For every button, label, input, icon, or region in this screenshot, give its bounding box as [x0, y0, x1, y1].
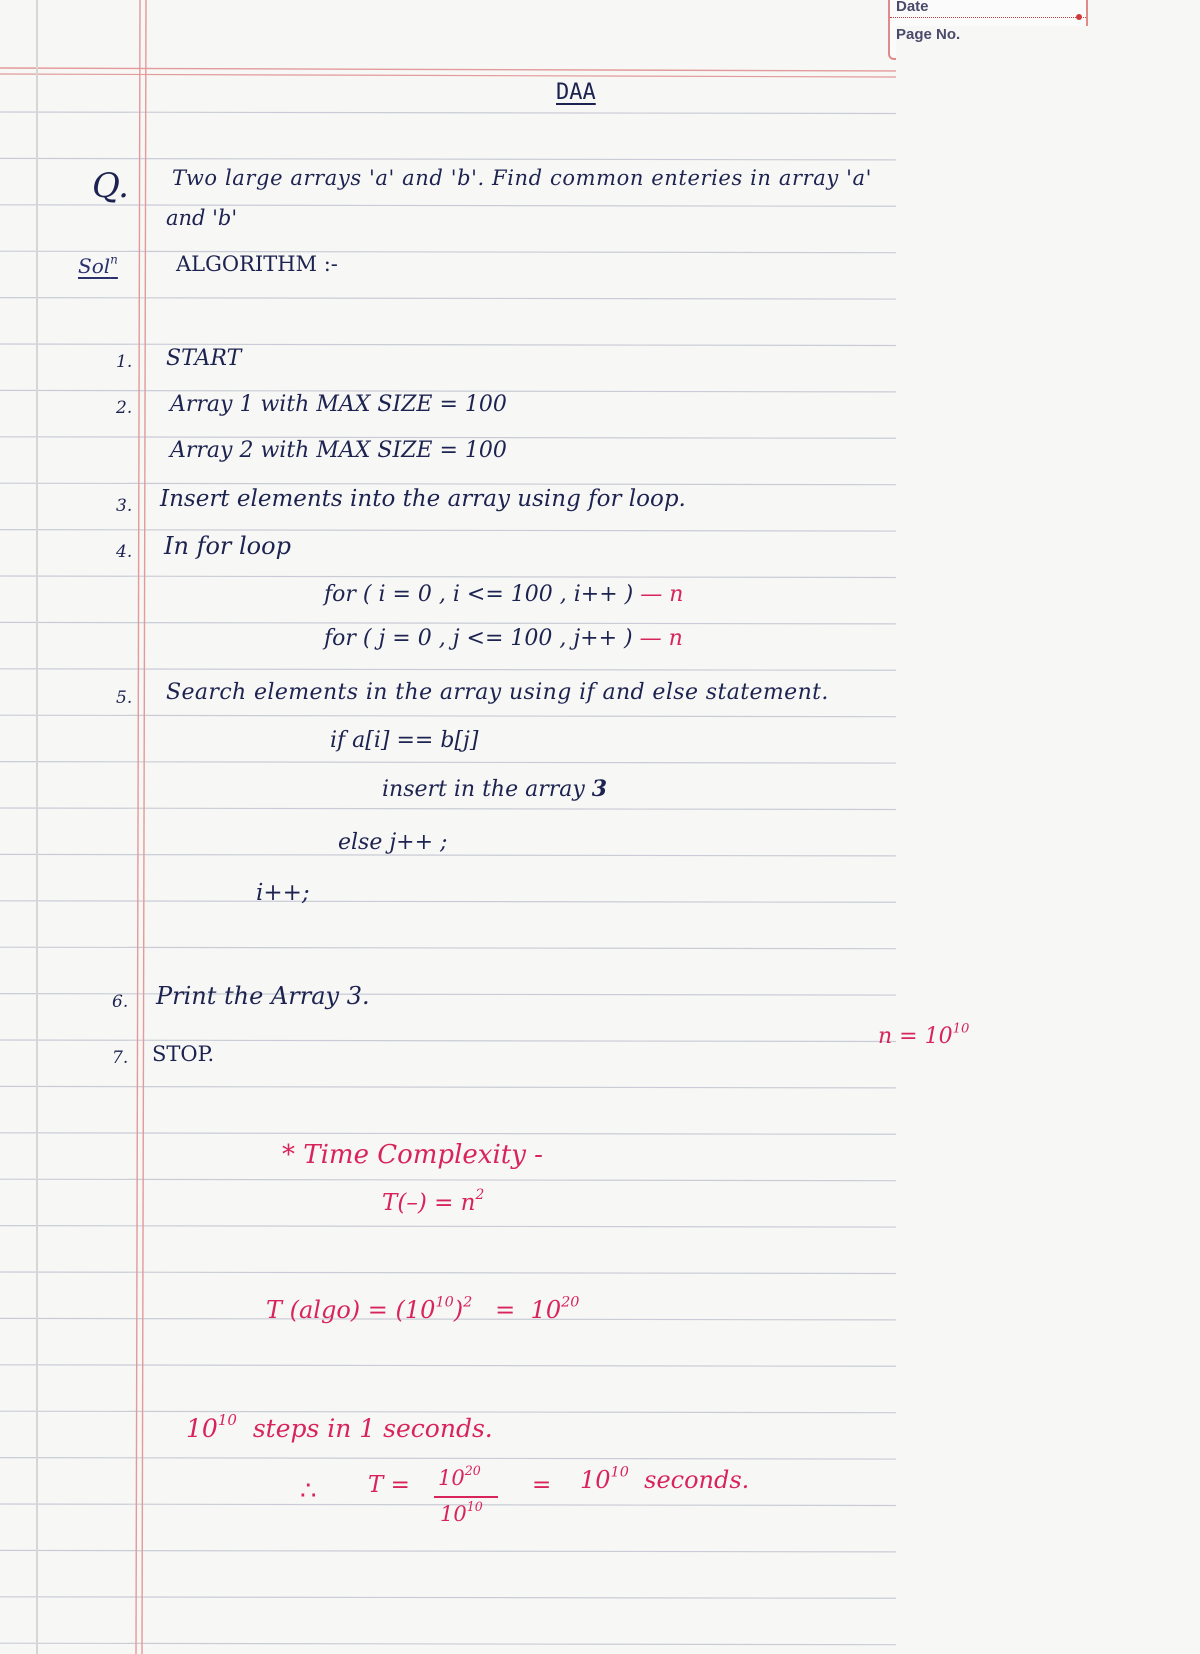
algorithm-heading: ALGORITHM :-: [176, 252, 338, 276]
page-title: DAA: [556, 80, 596, 105]
step-1-number: 1.: [116, 352, 133, 372]
question-line-2: and 'b': [166, 206, 238, 230]
step-2b-text: Array 2 with MAX SIZE = 100: [170, 438, 507, 463]
step-3-number: 3.: [116, 496, 133, 516]
fraction-denominator: $10^{10}$: [440, 1498, 483, 1526]
step-5-number: 5.: [116, 688, 133, 708]
step-3-text: Insert elements into the array using for loop.: [160, 486, 686, 512]
final-result: $10^{10}$ seconds.: [580, 1464, 750, 1494]
date-label: Date: [896, 0, 929, 15]
steps-per-second: $10^{10}$ steps in 1 seconds.: [186, 1411, 493, 1443]
margin-line: [136, 0, 140, 1654]
step-7-number: 7.: [112, 1048, 129, 1068]
final-equals: =: [532, 1472, 552, 1498]
else-statement: else j++ ;: [338, 830, 448, 855]
t-equals: T =: [368, 1472, 410, 1498]
fraction-bar: [434, 1496, 498, 1498]
date-underline: [890, 17, 1086, 18]
loop-i: for ( i = 0 , i <= 100 , i++ ) — n: [324, 582, 684, 607]
page-no-label: Page No.: [896, 26, 1200, 1654]
insert-statement: insert in the array 3: [382, 776, 608, 802]
t-algo-formula: T $(algo) = (10^{10})^2$ = $10^{20}$: [266, 1294, 580, 1324]
question-line-1: Two large arrays 'a' and 'b'. Find common enteries in array 'a': [172, 166, 872, 190]
step-1-text: START: [166, 346, 242, 371]
date-page-box: [888, 0, 1088, 60]
if-condition: if a[i] == b[j]: [330, 728, 479, 753]
step-4-text: In for loop: [164, 532, 291, 560]
time-complexity-heading: * Time Complexity -: [282, 1140, 543, 1170]
n-value: $n = 10^{10}$: [878, 1021, 970, 1049]
step-6-text: Print the Array 3.: [156, 982, 370, 1010]
step-6-number: 6.: [112, 992, 129, 1012]
step-2-text: Array 1 with MAX SIZE = 100: [170, 392, 507, 417]
date-line-dot: [1076, 14, 1082, 20]
step-7-text: STOP.: [152, 1042, 215, 1066]
loop-j: for ( j = 0 , j <= 100 , j++ ) — n: [324, 626, 683, 651]
page-edge: [36, 0, 38, 1654]
step-5-text: Search elements in the array using if and else statement.: [166, 680, 829, 705]
margin-line-2: [142, 0, 146, 1654]
i-increment: i++;: [256, 880, 310, 906]
step-2-number: 2.: [116, 398, 133, 418]
fraction-numerator: $10^{20}$: [438, 1462, 481, 1490]
step-4-number: 4.: [116, 542, 133, 562]
t-formula: $T(-) = n^2$: [382, 1186, 485, 1216]
therefore-symbol: ∴: [300, 1476, 317, 1506]
question-marker: Q.: [92, 166, 129, 206]
solution-marker: Sol$^n$: [78, 252, 118, 278]
